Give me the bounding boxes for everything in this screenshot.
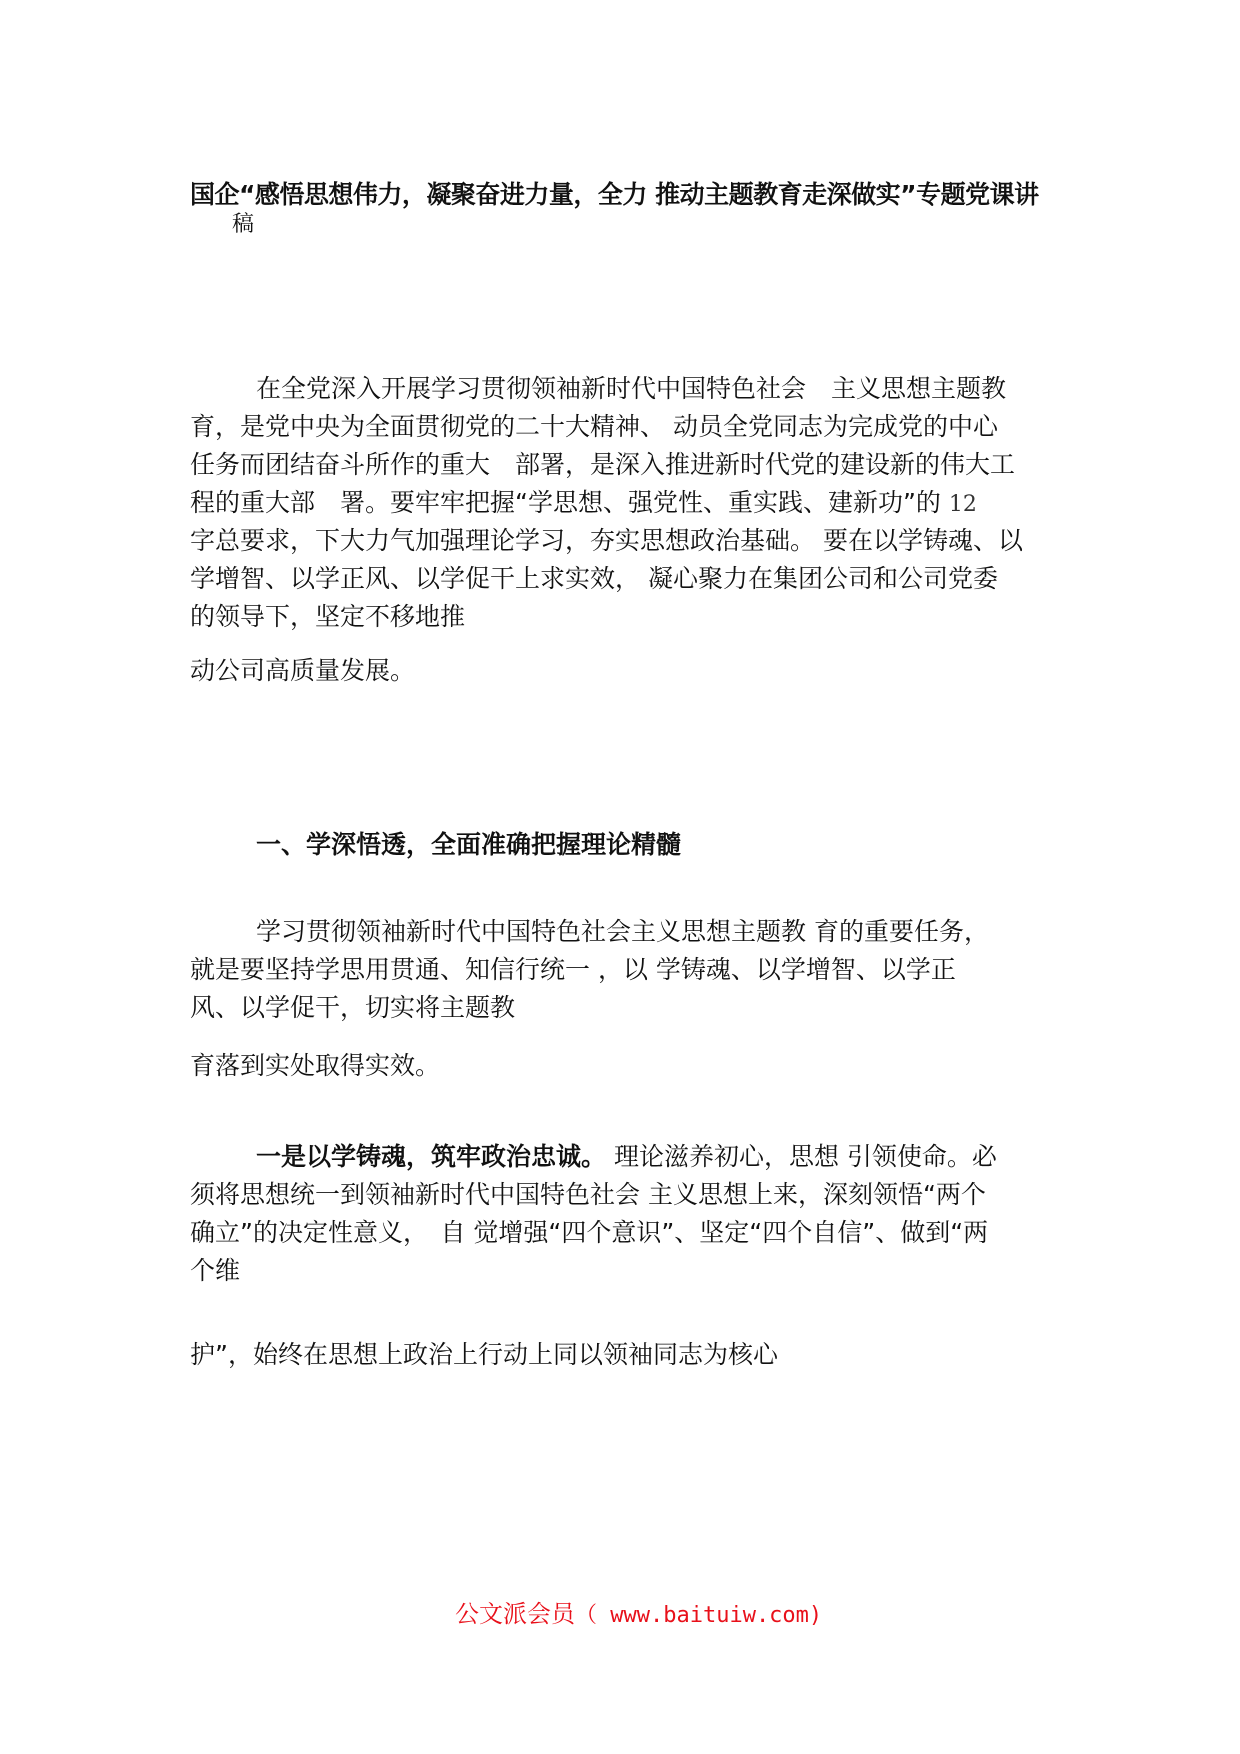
document-title: 国企“感悟思想伟力，凝聚奋进力量，全力 推动主题教育走深做实”专题党课讲	[190, 180, 1039, 209]
point1-line-4: 个维	[190, 1256, 241, 1285]
intro-line-1: 在全党深入开展学习贯彻领袖新时代中国特色社会 主义思想主题教	[256, 374, 1007, 403]
intro-line-6: 学增智、以学正风、以学促干上求实效， 凝心聚力在集团公司和公司党委	[190, 564, 998, 593]
document-title-continuation: 稿	[232, 212, 255, 237]
intro-line-3: 任务而团结奋斗所作的重大 部署，是深入推进新时代党的建设新的伟大工	[190, 450, 1016, 479]
point1-line-2: 须将思想统一到领袖新时代中国特色社会 主义思想上来，深刻领悟“两个	[190, 1180, 986, 1209]
point1-line-1	[190, 1138, 1070, 1176]
point1-paragraph	[190, 1138, 1070, 1290]
point1-bold-lead: 一是以学铸魂，筑牢政治忠诚。	[256, 1142, 607, 1171]
section1-line-1: 学习贯彻领袖新时代中国特色社会主义思想主题教 育的重要任务，	[256, 917, 989, 946]
intro-line-2: 育，是党中央为全面贯彻党的二十大精神、 动员全党同志为完成党的中心	[190, 412, 998, 441]
intro-line-4	[190, 484, 1070, 522]
section-heading-1: 一、学深悟透，全面准确把握理论精髓	[256, 830, 682, 859]
intro-line-7: 的领导下，坚定不移地推	[190, 602, 466, 631]
section1-line-2: 就是要坚持学思用贯通、知信行统一 ，以 学铸魂、以学增智、以学正	[190, 955, 956, 984]
intro-line-4-text: 程的重大部 署。要牢牢把握“学思想、强党性、重实践、建新功”的	[190, 488, 949, 517]
footer-watermark[interactable]	[455, 1597, 822, 1633]
intro-line-5: 字总要求，下大力气加强理论学习，夯实思想政治基础。 要在以学铸魂、以	[190, 526, 1023, 555]
footer-brand: 公文派会员	[455, 1600, 575, 1628]
footer-url[interactable]: （ www.baituiw.com)	[575, 1603, 823, 1628]
section1-last-line: 育落到实处取得实效。	[190, 1051, 441, 1080]
section1-paragraph	[190, 913, 1070, 1027]
point1-line-3: 确立”的决定性意义， 自 觉增强“四个意识”、坚定“四个自信”、做到“两	[190, 1218, 989, 1247]
section1-line-3: 风、以学促干，切实将主题教	[190, 993, 516, 1022]
intro-paragraph	[190, 370, 1070, 636]
point1-line-1-text: 理论滋养初心，思想 引领使命。必	[606, 1142, 997, 1171]
point1-last-line: 护”，始终在思想上政治上行动上同以领袖同志为核心	[190, 1340, 778, 1369]
intro-last-line: 动公司高质量发展。	[190, 656, 416, 685]
intro-number: 12	[948, 492, 977, 517]
